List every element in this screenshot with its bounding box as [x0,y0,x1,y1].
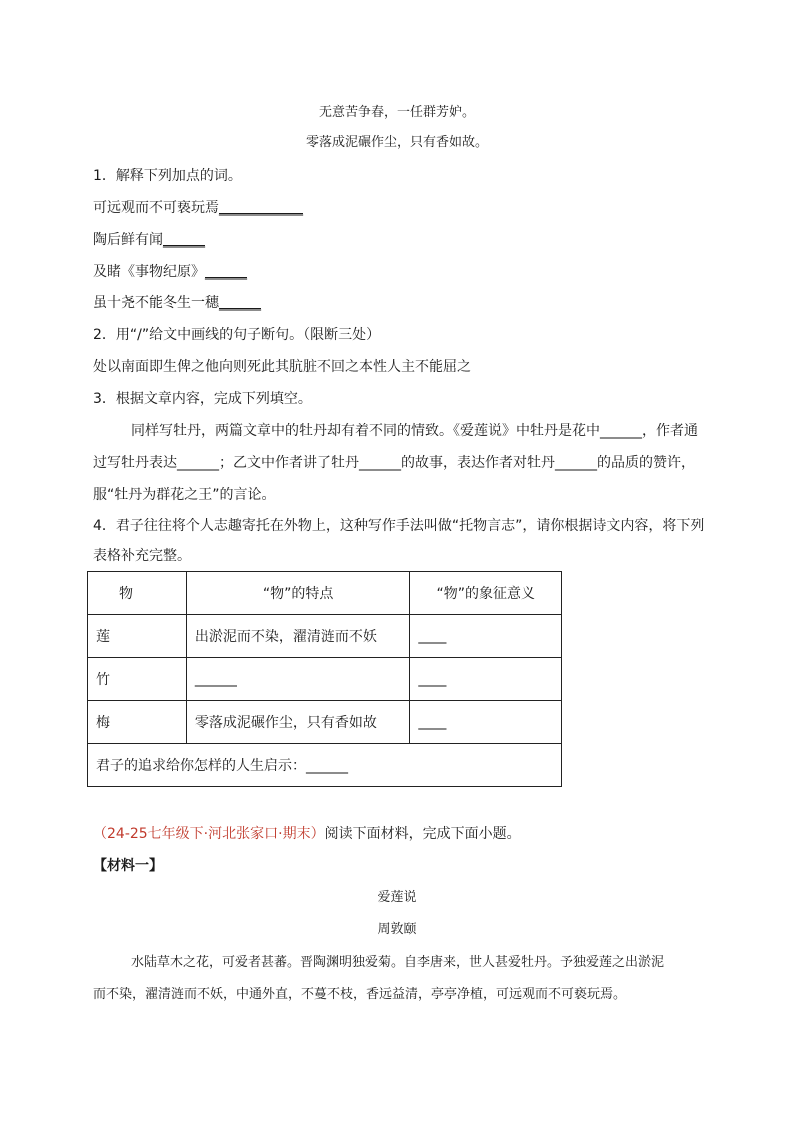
item-text: 虽十尧不能冬生一穗 [93,295,219,311]
poem-line-1: 无意苦争春，一任群芳妒。 [318,105,475,120]
table-row [88,615,562,658]
item-text: 及睹《事物纪原》 [93,264,205,280]
answer-blank: ______ [219,295,261,311]
table-cell: 竹 [88,658,187,701]
answer-blank: ______ [163,232,205,248]
table-row [88,658,562,701]
table-cell: ____ [410,615,562,658]
table-header-cell: “物”的特点 [186,572,410,615]
question-2-title: 2．用“/”给文中画线的句子断句。（限断三处） [93,327,381,343]
table-footer-cell: 君子的追求给你怎样的人生启示：______ [88,744,562,787]
passage-title: 爱莲说 [377,890,417,905]
question-3-line: 服“牡丹为群花之王”的言论。 [93,487,276,503]
question-1-item [93,262,247,282]
question-1-item [93,198,303,218]
passage-line: 水陆草木之花，可爱者甚蕃。晋陶渊明独爱菊。自李唐来，世人甚爱牡丹。予独爱莲之出淤泥 [131,955,665,970]
table-header-cell: “物”的象征意义 [410,572,562,615]
symbol-table [87,571,562,787]
item-text: 陶后鲜有闻 [93,232,163,248]
passage-source: （24-25七年级下·河北张家口·期末） [93,826,325,842]
question-1-item [93,293,261,313]
item-text: 可远观而不可亵玩焉 [93,200,219,216]
table-cell: 梅 [88,701,187,744]
table-cell: 出淤泥而不染，濯清涟而不妖 [186,615,410,658]
passage-author: 周敦颐 [377,922,417,937]
table-header-row [88,572,562,615]
passage-line: 而不染，濯清涟而不妖，中通外直，不蔓不枝，香远益清，亭亭净植，可远观而不可亵玩焉。 [93,987,627,1002]
question-3-line: 同样写牡丹，两篇文章中的牡丹却有着不同的情致。《爱莲说》中牡丹是花中______，作者通 [131,423,698,439]
table-cell: 零落成泥碾作尘，只有香如故 [186,701,410,744]
poem-line-2: 零落成泥碾作尘，只有香如故。 [305,135,488,150]
table-header-cell: 物 [88,572,187,615]
material-label: 【材料一】 [93,858,163,874]
question-4-title-cont: 表格补充完整。 [93,548,191,564]
table-row [88,701,562,744]
question-3-line: 过写牡丹表达______；乙文中作者讲了牡丹______的故事，表达作者对牡丹______的品质的赞许， [93,455,695,471]
table-cell: ____ [410,658,562,701]
question-4-title: 4．君子往往将个人志趣寄托在外物上，这种写作手法叫做“托物言志”，请你根据诗文内容，将下列 [93,518,705,534]
question-2-sentence: 处以南面即生俾之他向则死此其肮脏不回之本性人主不能屈之 [93,359,471,375]
question-1-title: 1．解释下列加点的词。 [93,168,242,184]
question-1-item [93,230,205,250]
answer-blank: ______ [205,264,247,280]
question-3-title: 3．根据文章内容，完成下列填空。 [93,391,312,407]
table-cell: ____ [410,701,562,744]
answer-blank: ____________ [219,200,303,216]
table-footer-row [88,744,562,787]
table-cell: 莲 [88,615,187,658]
passage-instruction: 阅读下面材料，完成下面小题。 [324,826,521,842]
table-cell: ______ [186,658,410,701]
passage-intro [93,824,521,844]
